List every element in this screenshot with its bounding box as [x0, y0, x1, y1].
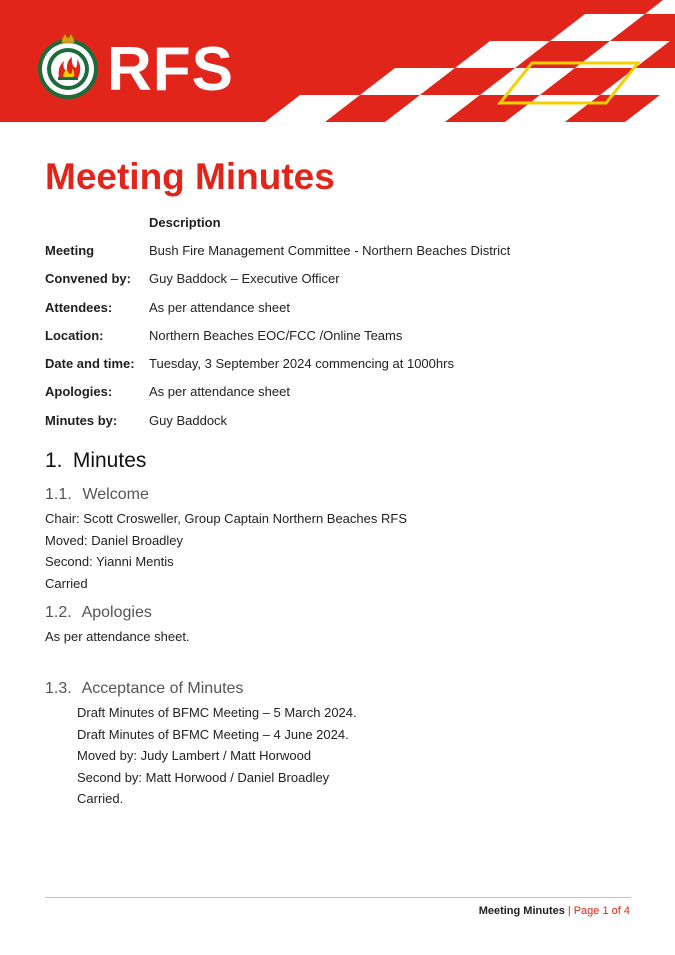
footer-doc-title: Meeting Minutes: [478, 905, 565, 917]
footer-divider: [45, 897, 631, 898]
body-line: Second by: Matt Horwood / Daniel Broadley: [77, 769, 330, 785]
details-row-apologies: [45, 378, 645, 406]
details-value: As per attendance sheet: [149, 299, 290, 315]
details-label: Location:: [45, 327, 104, 343]
body-line: Draft Minutes of BFMC Meeting – 4 June 2024.: [77, 726, 349, 742]
subsection-heading-apologies: [45, 602, 152, 624]
section-heading-minutes: [45, 447, 146, 475]
acceptance-body: [77, 702, 357, 810]
details-row-date-time: [45, 349, 645, 377]
subsection-heading-welcome: [45, 484, 149, 506]
details-row-minutes-by: [45, 406, 645, 434]
subsection-heading-acceptance-of-minutes: [45, 678, 243, 700]
details-label: Convened by:: [45, 271, 131, 287]
details-value: Guy Baddock: [149, 412, 228, 428]
details-row-meeting: [45, 236, 645, 264]
details-label: Attendees:: [45, 299, 113, 315]
body-line: Carried.: [77, 791, 124, 806]
section-title: Minutes: [72, 449, 147, 472]
details-label: Meeting: [45, 242, 95, 258]
welcome-body: [45, 508, 407, 594]
footer-separator: |: [567, 905, 571, 917]
subsection-title: Welcome: [82, 486, 149, 503]
details-column-header: Description: [149, 214, 221, 230]
subsection-number: 1.3.: [45, 680, 72, 697]
subsection-number: 1.2.: [45, 604, 72, 621]
footer-page-number: Page 1 of 4: [573, 905, 630, 917]
details-row-convened-by: [45, 265, 645, 293]
header-banner: [0, 0, 675, 122]
body-line: Second: Yianni Mentis: [45, 554, 174, 569]
details-label: Minutes by:: [45, 412, 118, 428]
subsection-title: Apologies: [81, 604, 152, 621]
subsection-number: 1.1.: [45, 486, 72, 503]
rfs-crest-logo: [37, 31, 99, 101]
details-value: Tuesday, 3 September 2024 commencing at 1000hrs: [149, 356, 454, 372]
details-header-row: [45, 208, 645, 236]
details-value: As per attendance sheet: [149, 384, 290, 400]
meeting-details-table: [45, 208, 645, 434]
brand-name: RFS: [107, 35, 234, 104]
details-label: Apologies:: [45, 384, 113, 400]
details-label: Date and time:: [45, 356, 135, 372]
details-row-location: [45, 321, 645, 349]
page-footer: [479, 903, 630, 919]
body-line: Carried: [45, 575, 88, 591]
checkered-pattern: [0, 0, 675, 122]
details-value: Northern Beaches EOC/FCC /Online Teams: [149, 327, 403, 343]
details-row-attendees: [45, 293, 645, 321]
body-line: Draft Minutes of BFMC Meeting – 5 March 2024.: [77, 705, 357, 720]
details-value: Guy Baddock – Executive Officer: [149, 271, 340, 287]
details-value: Bush Fire Management Committee - Northern Beaches District: [149, 242, 511, 258]
page-title: Meeting Minutes: [45, 156, 335, 197]
subsection-title: Acceptance of Minutes: [81, 680, 244, 697]
section-number: 1.: [45, 449, 63, 472]
body-line: Moved: Daniel Broadley: [45, 532, 184, 548]
body-line: Moved by: Judy Lambert / Matt Horwood: [77, 748, 312, 763]
body-line: Chair: Scott Crosweller, Group Captain Northern Beaches RFS: [45, 511, 407, 526]
apologies-body: [45, 626, 190, 648]
body-line: As per attendance sheet.: [45, 629, 190, 644]
